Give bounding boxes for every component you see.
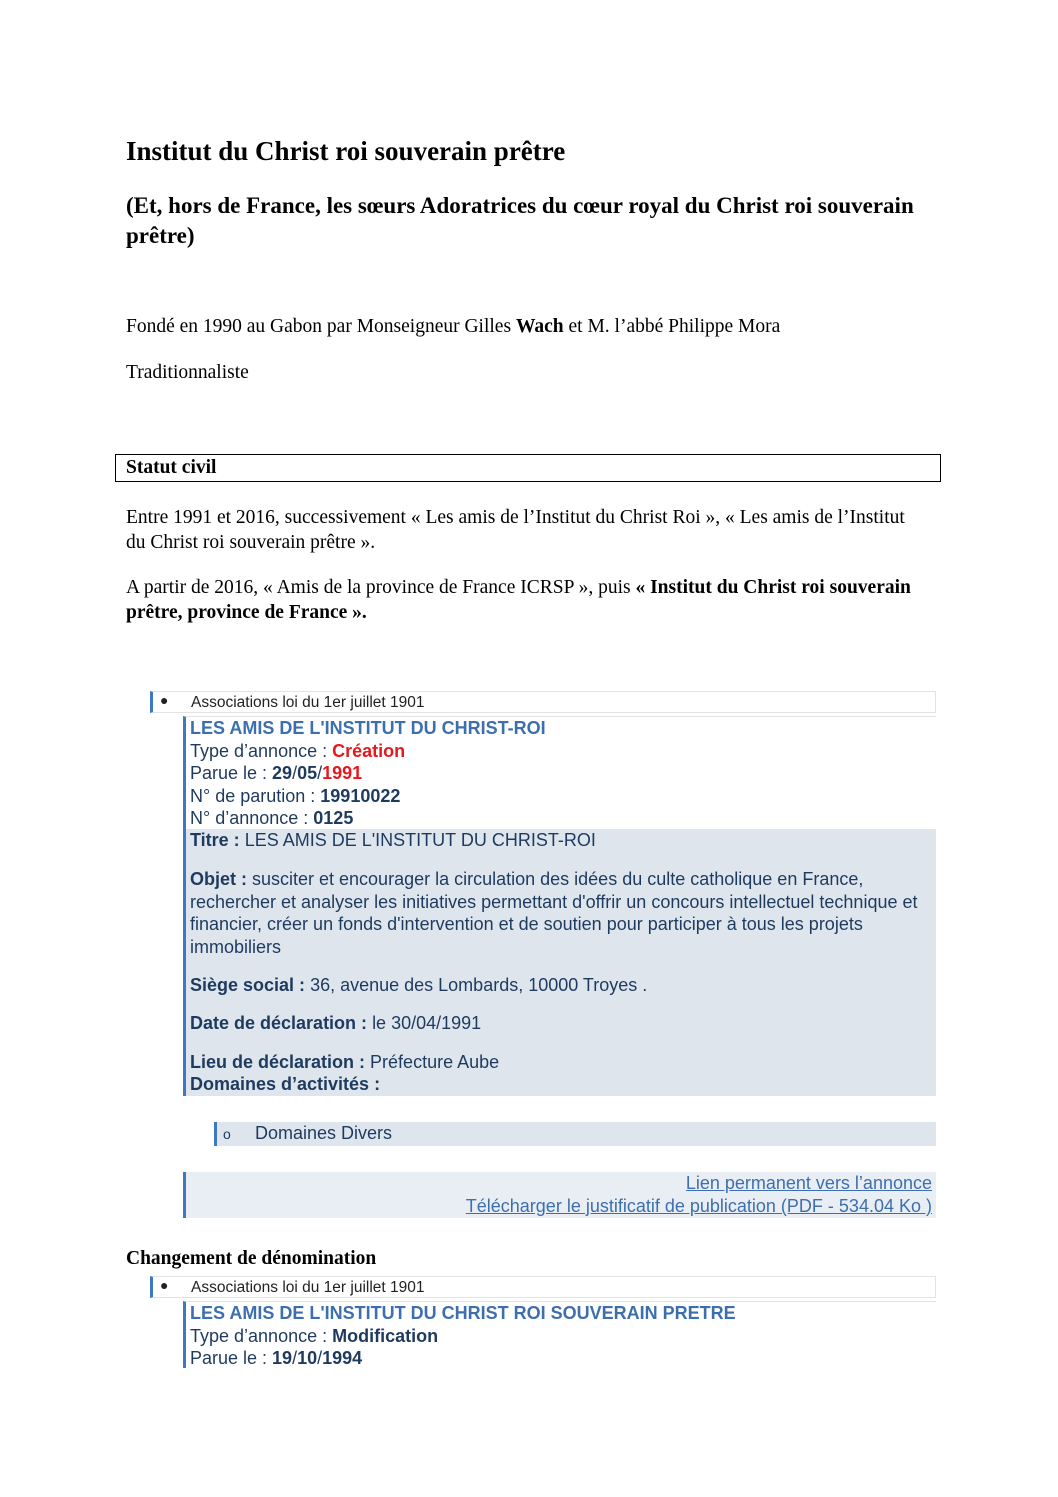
founded-pre: Fondé en 1990 au Gabon par Monseigneur Gilles	[126, 316, 516, 337]
type-label: Type d’annonce :	[190, 740, 333, 761]
founded-post: et M. l’abbé Philippe Mora	[563, 316, 781, 337]
domaine-list-item	[214, 1122, 936, 1146]
parue-year: 1991	[322, 763, 363, 783]
annonce-details	[183, 829, 936, 1096]
bullet-dot-icon: ●	[160, 692, 169, 708]
annonce-type	[186, 740, 936, 763]
tradition-line: Traditionnaliste	[126, 362, 249, 383]
changement-heading: Changement de dénomination	[126, 1248, 377, 1269]
page-subtitle: (Et, hors de France, les sœurs Adoratrices du cœur royal du Christ roi souverain prêtre)	[126, 193, 914, 248]
founding-line	[126, 316, 780, 338]
siege-label: Siège social :	[190, 975, 311, 995]
annonce-name: LES AMIS DE L'INSTITUT DU CHRIST-ROI	[190, 718, 546, 738]
type-value: Modification	[332, 1325, 439, 1346]
titre-row	[190, 829, 930, 852]
parue-month: 10	[297, 1348, 318, 1368]
annonce-number-label: N° d’annonce :	[190, 808, 314, 828]
type-label: Type d’annonce :	[190, 1325, 333, 1346]
annonce-links	[183, 1172, 936, 1218]
annonce-number	[186, 807, 936, 830]
objet-label: Objet :	[190, 869, 252, 889]
annonce2-parue: Parue le : 19/10/1994	[190, 1348, 363, 1368]
bullet-dot-icon: ●	[160, 1277, 169, 1293]
annonce-category: Associations loi du 1er juillet 1901	[191, 694, 425, 711]
circle-bullet-icon: o	[223, 1126, 231, 1142]
parution-label: N° de parution :	[190, 785, 321, 806]
annonce-parue: Parue le : 29/05/1991	[190, 763, 363, 783]
annonce-parution	[186, 785, 936, 808]
parue-year: 1994	[322, 1348, 363, 1368]
statut-civil-heading-box	[115, 454, 941, 482]
domaines-label: Domaines d’activités :	[190, 1074, 381, 1094]
statut-paragraph-1: Entre 1991 et 2016, successivement « Les amis de l’Institut du Christ Roi », « Les amis de l’Institut du Christ roi souverain prêtre ».	[126, 507, 905, 553]
siege-row	[190, 974, 930, 997]
annonce2-category-row	[150, 1276, 936, 1298]
annonce2-name: LES AMIS DE L'INSTITUT DU CHRIST ROI SOUVERAIN PRETRE	[190, 1303, 736, 1323]
para2-text: A partir de 2016, « Amis de la province de France ICRSP », puis	[126, 577, 636, 598]
parue-day: 19	[272, 1348, 293, 1368]
lieu-value: Préfecture Aube	[370, 1052, 500, 1072]
parue-label: Parue le :	[190, 763, 273, 783]
para2-bold: « Institut du Christ roi souverain prêtre, province de France ».	[126, 577, 911, 623]
parue-day: 29	[272, 763, 293, 783]
type-value: Création	[332, 740, 406, 761]
statut-civil-heading: Statut civil	[126, 457, 217, 478]
parue-label: Parue le :	[190, 1348, 273, 1368]
titre-label: Titre :	[190, 830, 245, 850]
annonce2-summary	[183, 1301, 936, 1368]
objet-row	[190, 868, 930, 958]
domaine-item-text: Domaines Divers	[255, 1123, 393, 1143]
annonce-category-row	[150, 691, 936, 713]
titre-value: LES AMIS DE L'INSTITUT DU CHRIST-ROI	[244, 830, 596, 850]
founder-name: Wach	[515, 316, 564, 337]
annonce-summary	[183, 716, 936, 829]
annonce2-type	[186, 1325, 936, 1348]
parution-value: 19910022	[320, 785, 401, 806]
lieu-label: Lieu de déclaration :	[190, 1052, 371, 1072]
date-label: Date de déclaration :	[190, 1013, 373, 1033]
permanent-link[interactable]: Lien permanent vers l’annonce	[685, 1173, 932, 1193]
lieu-row	[190, 1051, 930, 1074]
date-value: le 30/04/1991	[372, 1013, 482, 1033]
annonce2-category: Associations loi du 1er juillet 1901	[191, 1279, 425, 1296]
page-title: Institut du Christ roi souverain prêtre	[126, 136, 566, 166]
parue-month: 05	[297, 763, 318, 783]
siege-value: 36, avenue des Lombards, 10000 Troyes .	[310, 975, 648, 995]
statut-paragraph-2	[126, 575, 926, 625]
annonce-number-value: 0125	[313, 808, 354, 828]
date-row	[190, 1012, 930, 1035]
download-justificatif-link[interactable]: Télécharger le justificatif de publication (PDF - 534.04 Ko )	[465, 1196, 932, 1216]
objet-value: susciter et encourager la circulation des idées du culte catholique en France, rechercher et analyser les initiatives permettant d'offrir un concours intellectuel technique et financier, créer un fonds d'intervention et de soutien pour participer à tous les projets immobiliers	[190, 869, 918, 957]
